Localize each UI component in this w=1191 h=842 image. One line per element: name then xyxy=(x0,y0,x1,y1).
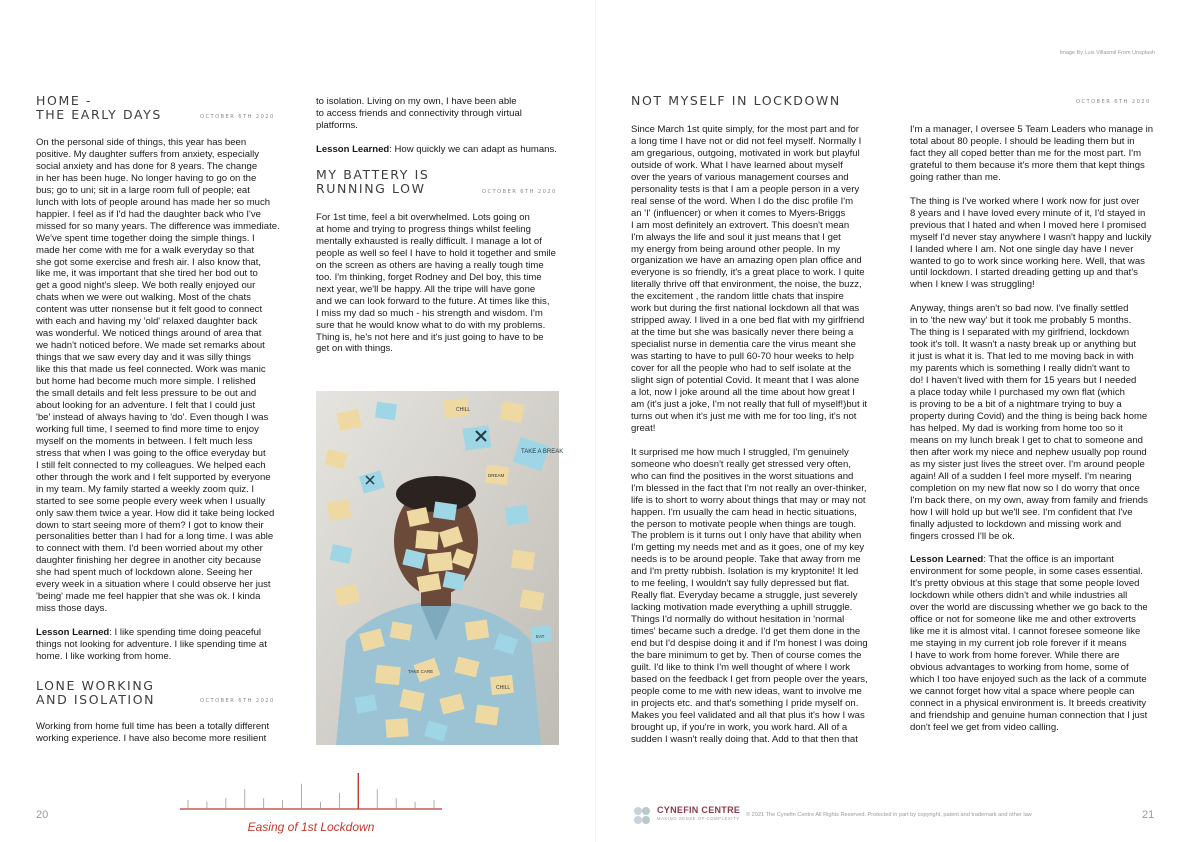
date-lone-working: OCTOBER 6TH 2020 xyxy=(200,698,275,704)
image-credit: Image By Luis Villasmil From Unsplash xyxy=(1059,50,1155,56)
paragraph-not-myself-4: The thing is I've worked where I work now for just over 8 years and I have loved every minute of it, I'd stayed in previous that I hated and when I moved here I promised myself I'd never stay anywhere I wasn't happy and luckily I landed where I am. Not one single day have I never wanted to go to work since working here. Well, that was until lockdown. I started dreading getting up and that's when I knew I was struggling! xyxy=(910,195,1152,291)
column-left-1 xyxy=(36,137,286,675)
easing-lockdown-timeline xyxy=(180,770,442,810)
lesson-text: : I like spending time doing peaceful things not looking for adventure. I like spending time at home. I like working from home. xyxy=(36,627,267,663)
paragraph-battery-low: For 1st time, feel a bit overwhelmed. Lots going on at home and trying to progress things whilst feeling mentally exhausted is really difficult. I manage a lot of people as well so feel I have to hold it together and smile on the screen as others are having a really tough time too. I'm thinking, forget Rodney and Del boy, this time next year, we'll be happy. All the tripe will have gone and we can look forward to the future. At times like this, I miss my dad so much - his strength and wisdom. I'm sure that he would know what to do with my problems. Thing is, he's not here and it's just going to have to be get on with things. xyxy=(316,212,556,355)
date-home-early-days: OCTOBER 6TH 2020 xyxy=(200,114,275,120)
note-text: CHILL xyxy=(456,407,471,413)
page-number-right: 21 xyxy=(1142,809,1155,821)
column-right-2 xyxy=(910,124,1162,746)
sticky-notes-photo xyxy=(316,391,564,745)
paragraph-lone-working: Working from home full time has been a totally different working experience. I have also become more resilient xyxy=(36,721,270,744)
paragraph-not-myself-2: It surprised me how much I struggled, I'm genuinely someone who doesn't really get stressed very often, who can find the positives in the worst situations and I'm blessed in the fact that I'm not really an over-thinker, life is to short to worry about things that may or may not happen. I'm usually the cam head in hectic situations, the person to motivate people when things are tough. The problem is it turns out I only have that ability when I'm getting my needs met and as it goes, one of my key needs is to be around people. Take that away from me and I'm pretty rubbish. Isolation is my kryptonite! It led to me feeling, I wouldn't say fully depressed but flat. Really flat. Everyday became a struggle, just severely lacking motivation made everything a uphill struggle. Things I'd normally do without hesitation in 'normal times' became such a dredge. I'd get them done in the end but I'd despise doing it and if I'm honest I was doing the bare minimum to get by. Then of course comes the guilt. I'd like to think I'm well thought of where I work based on the feedback I get from people over the years, people come to me with new ideas, want to involve me in projects etc. and that's something I pride myself on. Makes you feel validated and all that plus it's how I was brought up, if you're in work, you work hard. All of a sudden I wasn't really doing that. Add to that then that xyxy=(631,446,868,745)
note-text: TAKE A BREAK xyxy=(521,449,564,455)
column-left-1-bottom xyxy=(36,721,286,757)
lesson-learned-3 xyxy=(910,554,1162,733)
sticky-notes-illustration xyxy=(316,391,564,745)
lesson-label: Lesson Learned xyxy=(910,554,984,566)
page-number-left: 20 xyxy=(36,809,49,821)
lesson-label: Lesson Learned xyxy=(316,143,390,155)
heading-home-early-days: HOME - THE EARLY DAYS xyxy=(36,93,162,122)
lesson-learned-2 xyxy=(316,144,566,156)
timeline-spikes xyxy=(188,773,434,809)
note-text: DREAM xyxy=(488,473,505,478)
heading-battery-low: MY BATTERY IS RUNNING LOW xyxy=(316,167,430,196)
paragraph-not-myself-3: I'm a manager, I oversee 5 Team Leaders who manage in total about 80 people. I should be leading them but in fact they all coped better than me for the most part. I'm grateful to them because it's more them that kept things going rather than me. xyxy=(910,124,1154,183)
copyright-text: © 2021 The Cynefin Centre All Rights Reserved. Protected in part by copyright, patent and trademark and other law xyxy=(746,812,1032,818)
column-left-2-battery xyxy=(316,212,566,367)
paragraph-home-early-days: On the personal side of things, this year has been positive. My daughter suffers from anxiety, especially social anxiety and has done for 8 years. The change in her has been huge. No longer having to go on the bus; go to uni; sit in a large room full of people; eat lunch with lots of people around has made her so much happier. I feel as if I'd had the daughter back who I've missed for so many years. The difference was immediate. We've spent time together doing the simple things. I made her come with me for a walk everyday so that she got some exercise and fresh air. I also know that, like me, it was important that she tired her bod out to get a good night's sleep. We both really enjoyed our chats when we were out walking. Most of the chats content was utter nonsense but it felt good to connect with each and having my 'old' relaxed daughter back was wonderful. We noticed things around of area that we hadn't noticed before. We made set remarks about things that we saw every day and it was silly things like this that made us feel connected. Work was manic but home had become much more simple. I relished the small details and felt less pressure to be out and about looking for an adventure. I felt that I could just 'be' instead of always having to 'do'. Even though I was working full time, I seemed to find more time to enjoy myself on the moments in between. I felt much less stress that when I was going to the office everyday but I still felt connected to my colleagues. We helped each other through the work and I felt supported by everyone in my team. My family started a weekly zoom quiz. I started to see some people every week when I usually only saw them twice a year. How did it take being locked down to start seeing more of them? I got to know their personalities better than I had for a long time. I was able to connect with them. I'd been worried about my other daughter finishing her degree in another city because she had spent much of lockdown alone. Seeing her every week in a situation where I could observe her just 'being' made me feel happier that she was ok. I kinda miss those days. xyxy=(36,137,280,615)
date-not-myself: OCTOBER 6TH 2020 xyxy=(1076,99,1151,105)
paragraph-lone-working-cont: to isolation. Living on my own, I have been able to access friends and connectivity through virtual platforms. xyxy=(316,96,522,131)
timeline-caption: Easing of 1st Lockdown xyxy=(247,820,375,834)
lesson-text: : That the office is an important environment for some people, in some cases essential. It's pretty obvious at this stage that some people loved lockdown while others didn't and while industries all over the world are discussing whether we go back to the office or not for someone like me and other extroverts like me it is almost vital. I cannot foresee someone like me staying in my current job role forever if it means I have to work from home forever. While there are obvious advantages to working from home, some of which I too have enjoyed such as the lack of a commute we cannot forget how vital a space where people can connect in a physical environment is. It breeds creativity and friendship and genuine human connection that I just don't feel we get from video calling. xyxy=(910,554,1148,733)
heading-not-myself: NOT MYSELF IN LOCKDOWN xyxy=(631,93,841,108)
lesson-text: : How quickly we can adapt as humans. xyxy=(389,143,557,155)
note-text: TAKE CARE xyxy=(408,669,434,674)
lesson-learned-1 xyxy=(36,627,286,663)
note-text: CHILL xyxy=(496,685,511,691)
column-right-1 xyxy=(631,124,883,758)
column-left-2 xyxy=(316,96,566,168)
paragraph-not-myself-5: Anyway, things aren't so bad now. I've finally settled in to 'the new way' but it took me probably 5 months. The thing is I separated with my girlfriend, lockdown took it's toll. It wasn't a nasty break up or anything but it just is what it is. That led to me moving back in with my parents which is something I really didn't want to do! I haven't lived with them for 15 years but I needed a place today while I purchased my own flat (which is proving to be a bit of a nightmare trying to buy a property during Covid) and the thing is being back home has helped. My dad is working from home too so it means on my lunch break I get to chat to someone and then after work my niece and nephew usually pop round as my sister just lives the street over. I'm around people again! All of a sudden I feel more myself. I'm nearing completion on my new flat now so I do worry that once I'm back there, on my own, away from family and friends how I will hold up but we'll see. I'm confident that I've finally adjusted to lockdown and missing work and fingers crossed I'll be ok. xyxy=(910,303,1148,542)
logo-name: CYNEFIN CENTRE xyxy=(657,805,741,815)
lesson-label: Lesson Learned xyxy=(36,627,110,639)
logo-tagline: MAKING SENSE OF COMPLEXITY xyxy=(657,816,740,821)
paragraph-not-myself-1: Since March 1st quite simply, for the most part and for a long time I have not or did not feel myself. Normally I am gregarious, outgoing, motivated in work but playful outside of work. What I have learned about myself over the years of various management courses and personality tests is that I am a people person in a very real sense of the word. When I do the disc profile I'm an 'I' (influencer) or when it comes to Myers-Briggs I am most definitely an extrovert. This doesn't mean I'm always the life and soul it just means that I get my energy from being around other people. In my organization we have an amazing open plan office and everyone is so friendly, it's a great place to work. I quite literally thrive off that environment, the noise, the buzz, the excitement , the random little chats that inspire work but during the first national lockdown all that was stripped away. I lived in a one bed flat with my girlfriend at the time but she was basically never there being a specialist nurse in dementia care the virus meant she was starting to have to pull 60-70 hour weeks to help cover for all the people who had to self isolate at the slight sign of potential Covid. It meant that I was alone a lot, now I joke around all the time about how great I am (it's just a joke, I'm not really that full of myself!)but it turns out when it's just me with me for too ling, it's not great! xyxy=(631,124,868,434)
date-battery-low: OCTOBER 6TH 2020 xyxy=(482,189,557,195)
spread-divider xyxy=(595,0,596,842)
heading-lone-working: LONE WORKING AND ISOLATION xyxy=(36,678,156,707)
note-text: EAT xyxy=(536,634,545,639)
